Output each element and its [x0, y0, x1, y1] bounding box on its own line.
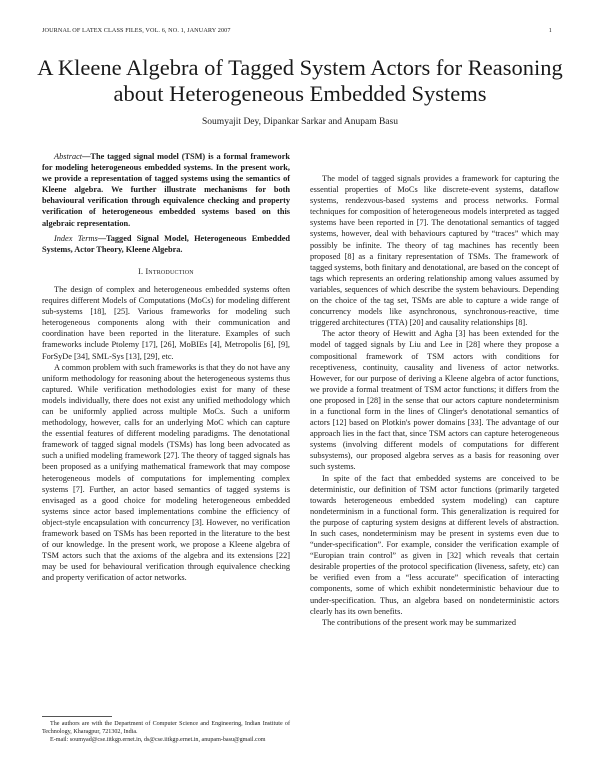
running-header — [42, 27, 552, 37]
right-column — [310, 173, 559, 628]
paper-title: A Kleene Algebra of Tagged System Actors for Reasoning about Heterogeneous Embedded Systems — [37, 55, 563, 106]
index-terms-label: Index Terms — [54, 233, 98, 243]
abstract-label: Abstract — [54, 152, 83, 161]
paragraph: The contributions of the present work may be summarized — [322, 617, 517, 627]
paragraph: The actor theory of Hewitt and Agha [3] has been extended for the model of tagged signals by Liu and Lee in [28] where they propose a compositional framework of TSM actors with conditions for receptiveness, continuity, causality and liveness of actor networks. However, for our purpose of deriving a Kleene algebra of actor functions, we provide a formal treatment of TSM actor functions; it differs from the one proposed in [28] in the sense that our actors capture nondeterminism in a functional form in the lines of Clinger's denotational semantics of actors [12] based on Plotkin's power domains [33]. The advantage of our approach lies in the fact that, since TSM actors can capture heterogeneous systems (involving different models of computations for different subsystems), our proposed algebra serves as a basis for reasoning over such systems. — [310, 329, 559, 472]
section-number: I. — [138, 266, 144, 276]
abstract-text: —The tagged signal model (TSM) is a formal framework for modeling heterogeneous embedded systems. In the present work, we provide a representation of tagged systems using the semantics of Kleene algebra. We further illustrate mechanisms for both behavioural verification through equivalence checking and property verification of heterogeneous embedded systems based on this algebraic representation. — [42, 152, 290, 228]
index-terms-text: —Tagged Signal Model, Heterogeneous Embedded Systems, Actor Theory, Kleene Algebra. — [42, 233, 290, 254]
section-title: Introduction — [145, 266, 194, 276]
section-heading — [42, 266, 290, 277]
paragraph: In spite of the fact that embedded systems are conceived to be deterministic, our definition of TSM actor functions (primarily targeted towards heterogeneous embedded system modeling) can capture nondeterminism in a functional form. This generalization is required for the purpose of capturing system designs at different levels of abstraction. In such cases, nondeterminism may be present in systems even due to “under-specification”. For example, consider the verification example of “Europian train control” as given in [32] which reveals that certain desirable properties of the protocol specification (liveness, safety, etc) can be verified even from a “less accurate” specification of interacting components, some of which exhibit nondeterministic behaviour due to under-specification. Thus, an algebra based on nondeterministic actors clearly has its own benefits. — [310, 473, 559, 616]
footnote — [42, 716, 290, 744]
page-number: 1 — [548, 27, 552, 34]
footnote-affiliation: The authors are with the Department of Computer Science and Engineering, Indian Institute of Technology, Kharagpur, 721302, India. — [42, 721, 290, 735]
paragraph: The design of complex and heterogeneous embedded systems often requires different Models of Computations (MoCs) for modeling different sub-systems [18], [25]. Various frameworks for modeling such heterogeneous components along with their communication and coordination have been reported in the literature. Examples of such frameworks include Ptolemy [17], [26], MoBIEs [4], Metropolis [6], [9], ForSyDe [34], SML-Sys [13], [29], etc. — [42, 284, 290, 361]
paragraph: A common problem with such frameworks is that they do not have any uniform methodology for reasoning about the heterogeneous systems thus captured. While verification methodologies exist for many of these models individually, there does not exist any unified methodology which can be uniformly applied across multiple MoCs. Such a uniform methodology, however, calls for an underlying MoC which can capture the essential features of different modeling paradigms. The denotational framework of tagged signal models (TSMs) has long been advocated as such a unified modeling framework [27]. The theory of tagged signals has been proposed as a unifying mathematical framework that may compose heterogeneous models of computations for implementing complex systems [7]. Further, an actor based semantics of tagged systems is envisaged as a good choice for modeling heterogeneous embedded systems since actor based implementations combine the efficiency of object-style encapsulation with concurrency [3]. However, no verification framework based on TSMs has been reported in the literature to the best of our knowledge. In the present work, we propose a Kleene algebra of TSM actors such that the axioms of the algebra and its extensions [22] may be used for behavioural verification through equivalence checking and property verification of actor networks. — [42, 362, 290, 583]
abstract — [42, 151, 290, 229]
paragraph: The model of tagged signals provides a framework for capturing the essential properties of MoCs like discrete-event systems, dataflow systems, rendezvous-based systems and process networks. Formal techniques for composition of heterogeneous models interpreted as tagged systems have been reported in [7]. The denotational semantics of tagged systems, however, deal with behaviours captured by “traces” which may possibly be infinite. The theory of tag machines has recently been proposed [8] as a finitary representation of TSMs. The framework of tagged systems, both finitary and denotational, are based on the concept of tags which represents an ordering relationship among values assumed by variables, sequences of which describe the system behaviours. Depending on the choice of the tag set, TSMs are able to capture a wide range of concurrency models like asynchronous, synchronous-reactive, time triggered architectures (TTA) [20] and causality relationships [8]. — [310, 174, 559, 328]
journal-name: JOURNAL OF LATEX CLASS FILES, VOL. 6, NO. 1, JANUARY 2007 — [42, 27, 231, 34]
left-column — [42, 151, 290, 583]
footnote-rule — [42, 716, 112, 717]
author-list: Soumyajit Dey, Dipankar Sarkar and Anupam Basu — [202, 117, 398, 127]
footnote-email: E-mail: soumyad@cse.iitkgp.ernet.in, ds@cse.iitkgp.ernet.in, anupam-basu@gmail.com — [50, 737, 266, 743]
index-terms — [42, 233, 290, 255]
